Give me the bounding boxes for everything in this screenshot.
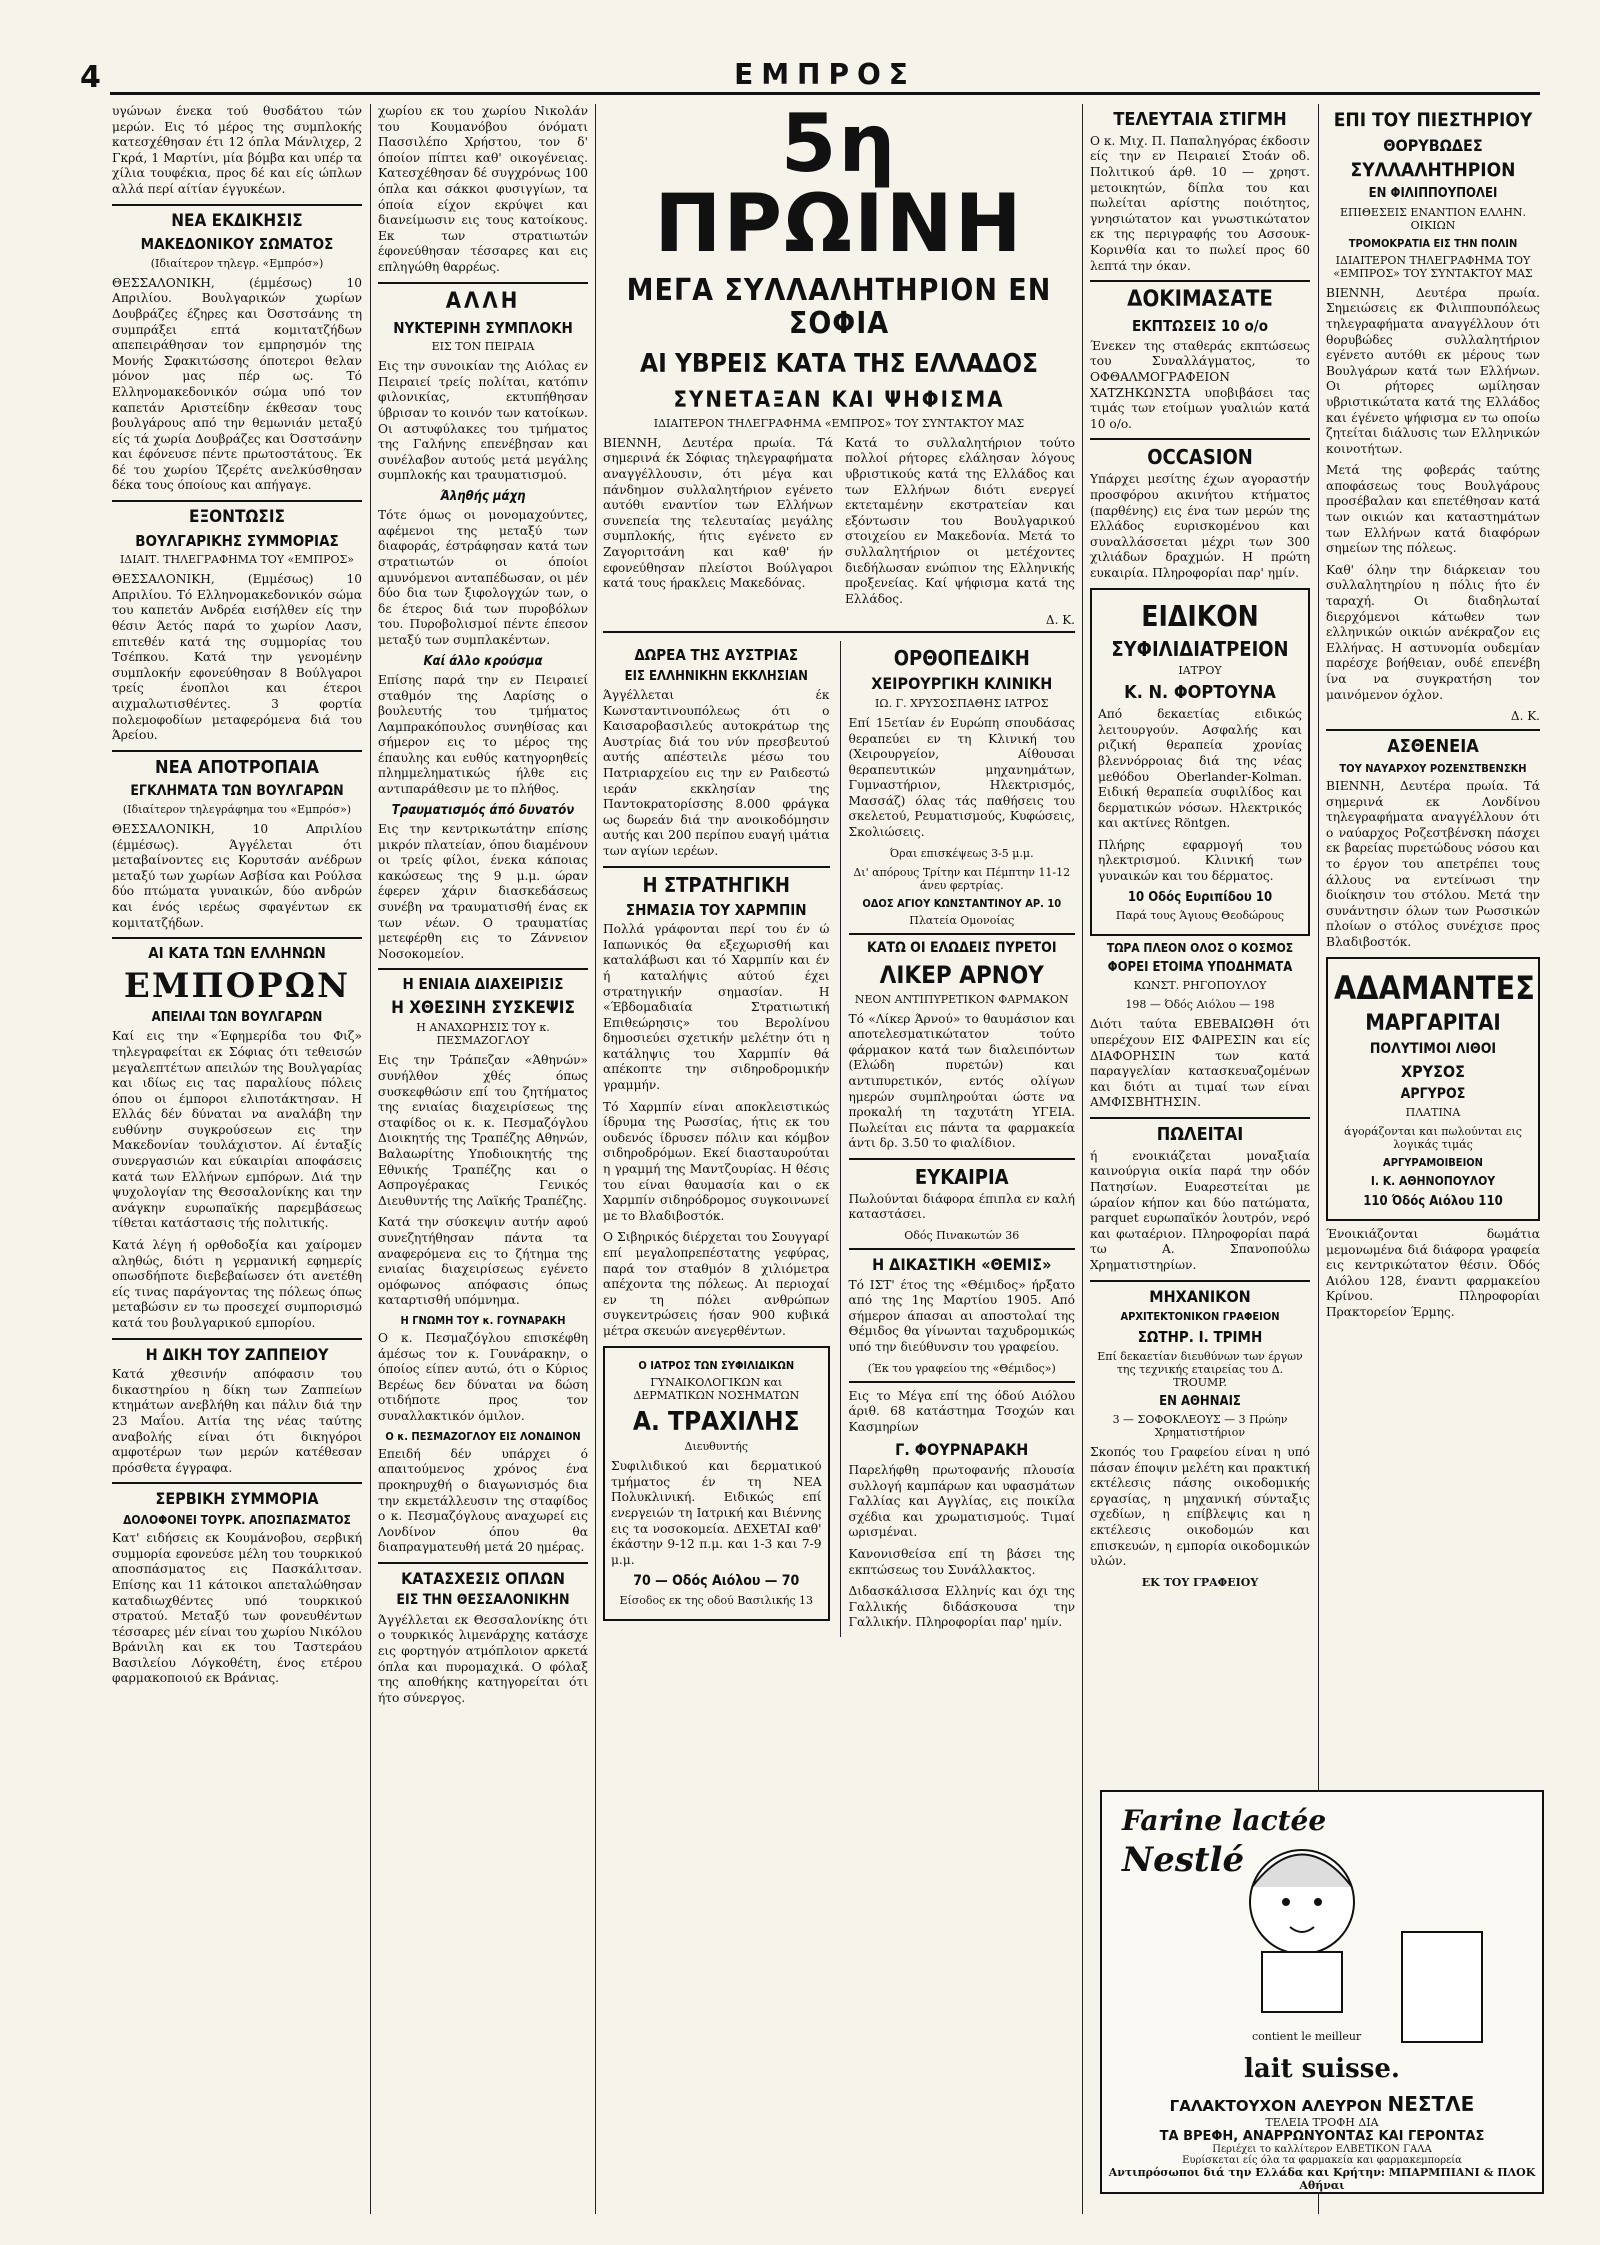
main-headline-3: ΣΥΝΕΤΑΞΑΝ ΚΑΙ ΨΗΦΙΣΜΑ bbox=[673, 387, 1005, 413]
article-text: Εις την συνοικίαν της Αιόλας εν Πειραιεί τρείς πολίται, κατόπιν φιλονικίας, εκτυπήθησαν ύβρισαν το κοινόν των κατοίκων. Οι αστυφύλακες του τμήματος της Γαλήνης επενέβησαν και συνέλαβον αυτούς μετά μεγάλης συμπλοκής και τραυματισμού. bbox=[378, 359, 588, 483]
ad-text: Πλήρης εφαρμογή του ηλεκτρισμού. Κλινική των γυναικών και του δέρματος. bbox=[1098, 837, 1302, 884]
ad-address: Οδός Πινακωτών 36 bbox=[904, 1229, 1020, 1243]
article-text: Εις την κεντρικωτάτην επίσης μικρόν πλατείαν, όπου διαμένουν οι τρείς φίλοι, ένεκα κάποιας κακώσεως της 9 μ.μ. ώραν έφερεν χάριν διασκεδάσεως συνέβη να τραυματισθή ένας εκ των νέων. Ο τραυματίας μετεφέρθη εις το Ζάννειον Νοσοκομείον. bbox=[378, 821, 588, 961]
article-text: ΘΕΣΣΑΛΟΝΙΚΗ, 10 Απριλίου (έμμέσως). Άγγέλεται ότι μεταβαίνοντες εις Κορυτσάν ανέδρων μεταξύ των χωρίων Ασβίσα και Ρούλσα δύο πτώματα γυναικών, δύο ανδρών και ένός ιερέως σφαγέντων εκ κομιτατζήδων. bbox=[112, 821, 362, 930]
main-headline-2: ΑΙ ΥΒΡΕΙΣ ΚΑΤΑ ΤΗΣ ΕΛΛΑΔΟΣ bbox=[640, 349, 1038, 379]
ad-heading: ΚΑΤΩ ΟΙ ΕΛΩΔΕΙΣ ΠΥΡΕΤΟΙ bbox=[849, 933, 1076, 956]
main-headline: ΜΕΓΑ ΣΥΛΛΑΛΗΤΗΡΙΟΝ ΕΝ ΣΟΦΙΑ bbox=[626, 273, 1052, 341]
nestle-brand: Nestlé bbox=[1122, 1840, 1245, 1880]
ad-name: ΣΩΤΗΡ. Ι. ΤΡΙΜΗ bbox=[1137, 1328, 1263, 1347]
ad-heading: ΑΡΧΙΤΕΚΤΟΝΙΚΟΝ ΓΡΑΦΕΙΟΝ bbox=[1120, 1310, 1280, 1324]
ad-heading: ΠΛΑΤΙΝΑ bbox=[1405, 1106, 1461, 1120]
ad-heading: ΑΡΓΥΡΑΜΟΙΒΕΙΟΝ bbox=[1383, 1156, 1483, 1170]
ad-address: Πλατεία Ομονοίας bbox=[909, 913, 1015, 927]
headline: ΣΕΡΒΙΚΗ ΣΥΜΜΟΡΙΑ bbox=[112, 1482, 362, 1508]
article-text: ΒΙΕΝΝΗ, Δευτέρα πρωία. Τά σημερινά εκ Λονδίνου τηλεγραφήματα αναγγέλλουν ότι ο ναύαρχος Ροζεστβένσκη πάσχει εκ βαρείας πυρετώδους νόσου και το έργον του απετρέπει τους άλλους να εντείνωσι την διοίκησιν του στόλου. Μετά την συνάντησιν όλων των Ρωσσικών πλοίων ο στόλος συνέχισε προς Βλαδιβοστόκ. bbox=[1326, 779, 1540, 950]
subheadline: Τραυματισμός άπό δυνατόν bbox=[391, 802, 575, 818]
column-5 bbox=[1326, 104, 1540, 1784]
ad-heading: ΑΡΓΥΡΟΣ bbox=[1400, 1085, 1466, 1102]
nestle-eurisk: Ευρίσκεται είς όλα τα φαρμακεία και φαρμακεμπορεία bbox=[1182, 2155, 1462, 2166]
nestle-farine: Farine lactée bbox=[1122, 1804, 1327, 1837]
nestle-galaktouxon: ΓΑΛΑΚΤΟΥΧΟΝ ΑΛΕΥΡΟΝ bbox=[1169, 2097, 1383, 2115]
subheadline: Άληθής μάχη bbox=[440, 488, 526, 504]
headline: ΝΕΑ ΕΚΔΙΚΗΣΙΣ bbox=[112, 204, 362, 231]
article-text: ΒΙΕΝΝΗ, Δευτέρα πρωία. Τά σημερινά έκ Σόφιας τηλεγραφήματα αναγγέλλουσιν, ότι μέγα και πάνδημον συλλαλητήριον εγένετο αυτόθι εναντίον των Ελλήνων συνεπεία της τελευταίας μεγάλης συμπλοκής, ήτις εγένετο εν Ζαγοριτσάνη και καθ' ήν εφονεύθησαν πλείστοι Βούλγαροι κατά τους ήρακλεις Μακεδόνας. bbox=[603, 435, 833, 591]
ad-heading: ΕΥΚΑΙΡΙΑ bbox=[849, 1158, 1076, 1188]
nestle-footer bbox=[1102, 2092, 1542, 2192]
ad-text: Σκοπός του Γραφείου είναι η υπό πάσαν έποψιν μελέτη και πρακτική εκτέλεσις πάσης οικοδομικής εργασίας, η μηχανική σύνταξις σχεδίων, η επίβλεψις και η εκτέλεσις οικοδομών και επισκευών, η εμπορία οικοδομικών υλών. bbox=[1090, 1445, 1310, 1569]
ad-heading: ΑΔΑΜΑΝΤΕΣ bbox=[1334, 968, 1535, 1007]
ad-heading: ΔΟΚΙΜΑΣΑΤΕ bbox=[1090, 280, 1310, 312]
ad-heading: ΧΕΙΡΟΥΡΓΙΚΗ ΚΛΙΝΙΚΗ bbox=[871, 674, 1053, 694]
article-text: Κατά την σύσκεψιν αυτήν αφού συνεζητήθησαν πάντα τα αναφερόμενα εις το ζήτημα της ενιαίας διαχειρίσεως εγένετο ομόφωνος απόφασις όπως καταρτισθή υπόμνημα. bbox=[378, 1215, 588, 1308]
ad-subheading: ΙΩ. Γ. ΧΡΥΣΟΣΠΑΘΗΣ ΙΑΤΡΟΣ bbox=[875, 696, 1049, 710]
ad-heading: ΟΡΘΟΠΕΔΙΚΗ bbox=[893, 646, 1030, 671]
ad-jewellery bbox=[1326, 957, 1540, 1221]
ad-text: Κανονισθείσα επί τη βάσει της εκπτώσεως του Συνάλλακτος. bbox=[848, 1546, 1075, 1577]
masthead bbox=[110, 58, 1540, 95]
ad-text: Τό ΙΣΤ' έτος της «Θέμιδος» ήρξατο από της 1ης Μαρτίου 1905. Από σήμερον άπασαι αι αποστολαί της Θέμιδος θα γίνωνται ταχυδρομικώς υπό την διεύθυνσιν του γραφείου. bbox=[848, 1277, 1075, 1355]
headline: ΣΥΛΛΑΛΗΤΗΡΙΟΝ bbox=[1350, 159, 1516, 182]
ad-heading: ΦΟΡΕΙ ΕΤΟΙΜΑ ΥΠΟΔΗΜΑΤΑ bbox=[1107, 960, 1293, 976]
article-text: Επειδή δέν υπάρχει ό απαιτούμενος χρόνος ένα προκηρυχθή ο διαγωνισμός δια την εκμετάλλευσιν της σταφίδος ο κ. Πεσμαζόγλους αναχωρεί εις Λονδίνον όπου θα διαπραγματευθή μετά 20 ημέρας. bbox=[378, 1446, 588, 1555]
nestle-contient: contient le meilleur bbox=[1252, 2030, 1362, 2043]
headline: ΝΥΚΤΕΡΙΝΗ ΣΥΜΠΛΟΚΗ bbox=[393, 318, 573, 337]
article-text: Άγγέλλεται εκ Θεσσαλονίκης ότι ο τουρκικός λιμενάρχης κατάσχε εις φορτηγόν ατμόπλοιον αρκετά όπλα και πυρομαχικά. Ο φόλαξ της αποθήκης κατηγορείται ότι ήτο σύνεργος. bbox=[378, 1612, 588, 1705]
column-2 bbox=[378, 104, 588, 2214]
ad-address: 70 — Οδός Αιόλου — 70 bbox=[633, 1573, 800, 1590]
paper-title: ΕΜΠΡΟΣ bbox=[734, 58, 916, 91]
article-text: Ο Σιβηρικός διέρχεται του Σουγγαρί επί μεγαλοπρεπέστατης γεφύρας, παρά τον σταθμόν 8 χιλιόμετρα απέχοντα της πόλεως. Αι περιοχαί εν τη πόλει ανθρώπων συγκεντρώσεις ήσαν 900 κυβικά μέτρα σκευών ανεγερθέντων. bbox=[603, 1230, 830, 1338]
subheadline: ΕΙΣ ΤΟΝ ΠΕΙΡΑΙΑ bbox=[431, 340, 535, 354]
ad-text: Διότι ταύτα ΕΒΕΒΑΙΩΘΗ ότι υπερέχουν ΕΙΣ ΦΑΙΡΕΣΙΝ και είς ΔΙΑΦΟΡΗΣΙΝ των κατά παραγγελίαν κατασκευαζομένων και διότι αι τιμαί των είναι ΑΜΦΙΣΒΗΤΗΣΙΝ. bbox=[1090, 1017, 1310, 1110]
subheadline: Καί άλλο κρούσμα bbox=[423, 653, 543, 669]
bowl-icon bbox=[1262, 1952, 1342, 2012]
nestle-periex: Περιέχει το καλλίτερον ΕΛΒΕΤΙΚΟΝ ΓΑΛΑ bbox=[1212, 2144, 1432, 2155]
ad-heading: ΕΚΠΤΩΣΕΙΣ 10 ο/ο bbox=[1132, 317, 1268, 336]
edition-banner: 5η ΠΡΩΙΝΗ bbox=[654, 104, 1024, 270]
ad-address: ΟΔΟΣ ΑΓΙΟΥ ΚΩΝΣΤΑΝΤΙΝΟΥ ΑΡ. 10 bbox=[862, 896, 1062, 910]
headline: ΕΙΣ ΕΛΛΗΝΙΚΗΝ ΕΚΚΛΗΣΙΑΝ bbox=[624, 668, 808, 684]
ad-text: Επί 15ετίαν έν Ευρώπη σπουδάσας θεραπεύει εν τη Κλινική του (Χειρουργείον, Αίθουσαι θεραπευτικών μηχανημάτων, Γυμναστήριον, Ηλεκτρισμός, Μασσάζ) όλας τάς παθήσεις του σκελετού, Ρευματισμούς, Κυφώσεις, Σκολιώσεις. bbox=[848, 715, 1075, 840]
headline: ΕΝ ΦΙΛΙΠΠΟΥΠΟΛΕΙ bbox=[1368, 186, 1498, 202]
ad-text: Τό «Λίκερ Άρνού» το θαυμάσιον και αποτελεσματικώτατον τούτο φάρμακον κατά των διαλειπόντων (Ελώδη πυρετών) και αντιπυρετικόν, εντός ολίγων ημερών συμπληρούται ώστε να προκαλή τη ταχυτάτη ΥΓΕΙΑ. Πωλείται εις πάντα τα φαρμακεία άντι δρ. 3.50 το φιαλίδιον. bbox=[848, 1011, 1075, 1151]
article-text: ΒΙΕΝΝΗ, Δευτέρα πρωία. Σημειώσεις εκ Φιλιππουπόλεως τηλεγραφήματα αναγγέλλουν ότι θορυβώδες συλλαλητήριον εγένετο αυτόθι εκ μέρους των Βουλγάρων κατά των Ελλήνων. Οι ρήτορες ωμίλησαν υβριστικώτατα κατά της Ελλάδος και έγένετο ψήφισμα εν τω οποίω ζητείται διάλυσις των Ελληνικών κοινοτήτων. bbox=[1326, 285, 1540, 456]
headline: ΔΩΡΕΑ ΤΗΣ ΑΥΣΤΡΙΑΣ bbox=[634, 646, 799, 665]
ad-text: ή ενοικιάζεται μοναξιαία καινούργια οικία παρά την οδόν Πατησίων. Ευαρεστείται με ώραίον κήπον και δύο πατώματα, parquet ευρωπαϊκόν λουτρόν, νερό και φωταέριον. Πληροφορίαι παρά τω Α. Σπανοπούλω Χρηματιστηρίων. bbox=[1090, 1148, 1310, 1272]
ad-heading: Ο ΙΑΤΡΟΣ ΤΩΝ ΣΥΦΙΛΙΔΙΚΩΝ bbox=[638, 1358, 795, 1372]
nestle-lait: lait suisse. bbox=[1244, 2054, 1400, 2084]
headline: ΒΟΥΛΓΑΡΙΚΗΣ ΣΥΜΜΟΡΙΑΣ bbox=[135, 531, 339, 550]
ad-text: Ένεκεν της σταθεράς εκπτώσεως του Συναλλάγματος, το ΟΦΘΑΛΜΟΓΡΑΦΕΙΟΝ ΧΑΤΖΗΚΩΝΣΤΑ υποβιβάσει τας τιμάς των ετοίμων γυαλιών κατά 10 ο/ο. bbox=[1090, 338, 1310, 431]
subheadline: (Ιδιαίτερον τηλεγράφημα του «Εμπρόσ») bbox=[122, 802, 352, 816]
subheadline: ΤΡΟΜΟΚΡΑΤΙΑ ΕΙΣ ΤΗΝ ΠΟΛΙΝ bbox=[1348, 236, 1518, 250]
ad-address: 10 Οδός Ευριπίδου 10 bbox=[1127, 889, 1273, 905]
headline: ΘΟΡΥΒΩΔΕΣ bbox=[1383, 135, 1483, 155]
ad-address: 110 Όδός Αιόλου 110 bbox=[1363, 1193, 1503, 1209]
ad-text: άγοράζονται και πωλούνται εις λογικάς τιμάς bbox=[1344, 1125, 1522, 1152]
article-text: Μετά της φοβεράς ταύτης αποφάσεως τους Βουλγάρους προσέβαλαν και επετέθησαν κατά των οικιών και καταστημάτων των Ελλήνων κατά διαφόρων σημείων της πόλεως. bbox=[1326, 463, 1540, 556]
headline: Η ΔΙΚΗ ΤΟΥ ΖΑΠΠΕΙΟΥ bbox=[112, 1338, 362, 1364]
column-4 bbox=[1090, 104, 1310, 1784]
ad-heading: ΕΙΔΙΚΟΝ bbox=[1141, 599, 1259, 633]
article-text: Κατά το συλλαλητήριον τούτο πολλοί ρήτορες ελάλησαν λόγους υβριστικούς κατά της Ελλάδος και των Ελλήνων διότι ενεργεί εκτεταμένην εκστρατείαν και εξόντωσιν του Βουλγαρικού στοιχείου εν Μακεδονία. Μετά το συλλαλητήριον οι μετέχοντες διεδήλωσαν ενώπιον της Ελληνικής προξενείας. Καί ψήφισμα κατά της Ελλάδος. bbox=[845, 435, 1075, 606]
article-text: χωρίου εκ του χωρίου Νικολάν του Κουμανόβου όνόματι Πασσιλέπο Χρήστου, τον δ' όποίον πίπτει καθ' οικογένειας. Κατεσχέθησαν δέ συγχρόνως 100 όπλα και σάκκοι φυσιγγίων, τα όποία είχον εκρύψει και διανείμωσιν εις τους κατοίκους. Εκ των στρατιωτών έφονεύθησαν τέσσαρες και εις επληγώθη θαρρέως. bbox=[378, 104, 588, 274]
headline: ΚΑΤΑΣΧΕΣΙΣ ΟΠΛΩΝ bbox=[378, 1562, 588, 1588]
subheadline: Η ΓΝΩΜΗ ΤΟΥ κ. ΓΟΥΝΑΡΑΚΗ bbox=[400, 1313, 566, 1327]
ad-heading: Η ΔΙΚΑΣΤΙΚΗ «ΘΕΜΙΣ» bbox=[849, 1248, 1076, 1274]
ad-footer: ΕΚ ΤΟΥ ΓΡΑΦΕΙΟΥ bbox=[1141, 1575, 1259, 1589]
ad-text: Δι' απόρους Τρίτην και Πέμπτην 11-12 άνευ φερτρίας. bbox=[853, 865, 1071, 892]
headline: Η ΣΤΡΑΤΗΓΙΚΗ bbox=[603, 866, 830, 896]
headline: ΝΕΑ ΑΠΟΤΡΟΠΑΙΑ bbox=[112, 750, 362, 778]
article-text: Κατά λέγη ή ορθοδοξία και χαίρομεν αληθώς, διότι η γερμανική εφημερίς οπωσδήποτε διεβεβαίωσεν ότι ανετέθη είς τινας παράγοντας της πόλεως όπως μεταβώσιν εν τω προσεχεί συμπορισμώ κατά του βουλγαρικού εμπορίου. bbox=[112, 1238, 362, 1330]
headline: ΑΣΘΕΝΕΙΑ bbox=[1326, 729, 1540, 757]
byline: ΙΔΙΑΙΤΕΡΟΝ ΤΗΛΕΓΡΑΦΗΜΑ «ΕΜΠΡΟΣ» ΤΟΥ ΣΥΝΤΑΚΤΟΥ ΜΑΣ bbox=[653, 416, 1025, 430]
ad-subheading: ΝΕΟΝ ΑΝΤΙΠΥΡΕΤΙΚΟΝ ΦΑΡΜΑΚΟΝ bbox=[854, 992, 1069, 1006]
column-rule bbox=[1082, 104, 1083, 2214]
headline: ΣΗΜΑΣΙΑ ΤΟΥ ΧΑΡΜΠΙΝ bbox=[625, 900, 807, 919]
column-rule bbox=[370, 104, 371, 2214]
page-number: 4 bbox=[80, 60, 101, 95]
ad-heading: ΣΥΦΙΛΙΔΙΑΤΡΕΙΟΝ bbox=[1111, 637, 1289, 662]
article-text: Επίσης παρά την εν Πειραιεί σταθμόν της Λαρίσης ο βουλευτής του τμήματος Λαμπρακόπουλος συνηθίσας και σήμερον εις το μέρος της έπαυλης και ευθύς κατηγορηθείς πλημμεληματικώς ήλθε εις αντιπαράθεσιν με το πλήθος. bbox=[378, 672, 588, 797]
headline: ΑΙ ΚΑΤΑ ΤΩΝ ΕΛΛΗΝΩΝ bbox=[112, 937, 362, 962]
headline: ΑΛΛΗ bbox=[378, 282, 588, 314]
headline: ΕΠΙ ΤΟΥ ΠΙΕΣΤΗΡΙΟΥ bbox=[1333, 109, 1533, 131]
subheadline: (Ιδιαίτερον τηλεγρ. «Εμπρόσ») bbox=[150, 256, 324, 270]
ad-name: Ι. Κ. ΑΘΗΝΟΠΟΥΛΟΥ bbox=[1370, 1174, 1496, 1189]
article-text: Ο κ. Πεσμαζόγλου επισκέφθη άμέσως τον κ. Γουνάρακην, ο όποίος είπεν αυτώ, ότι ο Κύριος Βερέως δεν δύναται να δώση οτιδήποτε προς τον συναλλακτικόν όμιλον. bbox=[378, 1331, 588, 1424]
ad-role: Διευθυντής bbox=[684, 1440, 748, 1454]
headline: ΜΑΚΕΔΟΝΙΚΟΥ ΣΩΜΑΤΟΣ bbox=[140, 235, 334, 254]
ad-text: Συφιλιδικού και δερματικού τμήματος έν τη ΝΕΑ Πολυκλινική. Ειδικώς επί ενεργειών τη Ιατρική και Βιέννης εις τα νοσοκομεία. ΔΕΧΕΤΑΙ καθ' έκάστην 9-12 π.μ. και 1-3 και 7-9 μ.μ. bbox=[611, 1459, 822, 1567]
ad-subheading: ΙΑΤΡΟΥ bbox=[1178, 664, 1222, 678]
ad-text: Υπάρχει μεσίτης έχων αγοραστήν προσφόρου ακινήτου κτήματος (παρθένης) εις ένα των μερών της Ελλάδος ευρισκομένου και συναλλάσσεται μέχρι των 300 χιλιάδων δραχμών. Η πρώτη ευκαιρία. Πληροφορίαι παρ' ημίν. bbox=[1090, 472, 1310, 580]
headline: ΤΕΛΕΥΤΑΙΑ ΣΤΙΓΜΗ bbox=[1113, 109, 1287, 130]
nestle-agents: Αντιπρόσωποι διά την Ελλάδα και Κρήτην: ΜΠΑΡΜΠΙΑΝΙ & ΠΛΟΚ Αθήναι bbox=[1108, 2166, 1536, 2192]
subheadline: Η ΑΝΑΧΩΡΗΣΙΣ ΤΟΥ κ. ΠΕΣΜΑΖΟΓΛΟΥ bbox=[416, 1021, 550, 1048]
column-1 bbox=[112, 104, 362, 2214]
ad-name: Α. ΤΡΑΧΙΛΗΣ bbox=[632, 1406, 800, 1437]
subheadline: Ο κ. ΠΕΣΜΑΖΟΓΛΟΥ ΕΙΣ ΛΟΝΔΙΝΟΝ bbox=[385, 1429, 581, 1443]
article-text: Εις την Τράπεζαν «Άθηνών» συνήλθον χθές όπως συσκεφθώσιν επί του ζητήματος της ενιαίας διαχειρίσεως της σταφίδος οι κ. κ. Πεσμαζόγλου Διοικητής της Τραπέζης Αθηνών, Βαλαωρίτης Υποδιοικητής της Εθνικής Τραπέζης και ο Ασπρογέρακας Γενικός Διευθυντής της Λαϊκής Τραπέζης. bbox=[378, 1053, 588, 1208]
article-text: Πολλά γράφονται περί του έν ώ Ιαπωνικός θα εξεχωρισθή και καταλάβωσι και τό Χαρμπίν και έν ή καταλήψις αύτού έχει στρατηγικήν σημασίαν. Η «Έβδομαδιαία Στρατιωτική Επιθεώρησις» του Βερολίνου δημοσιεύει σχετικήν μελέτην ότι η κατάληψις του Χαρμπίν θά απέκοπτε την σιδηροδρομικήν γραμμήν. bbox=[603, 922, 830, 1093]
article-text: ΘΕΣΣΑΛΟΝΙΚΗ, (Εμμέσως) 10 Απριλίου. Τό Ελληνομακεδονικόν σώμα του καπετάν Ανδρέα εισήλθεν είς την θέσιν Άετός παρά το χωρίον Λασν, επιτεθέν κατά της συμμορίας του Τσέπκου. Κατά την γενομένην συμπλοκήν εφονεύθησαν 8 Βούλγαροι τρείς ένοπλοι και έτεροι αιχμαλωτισθέντες. 3 φορτία πολεμοφοδίων μεταφερόμενα διά του Άρείου. bbox=[112, 572, 362, 743]
article-text: Κατ' ειδήσεις εκ Κουμάνοβου, σερβική συμμορία εφονεύσε μέλη του τουρκικού αποσπάσματος εις Πασκάλιτσαν. Επίσης και 11 κάτοικοι απεταλώθησαν καταδιωχθέντες υπό τουρκικού στρατού. Μεταξύ των φονευθέντων τέσσαρες μέν είναι του χωρίου Νικόλου Βράνιλη και εκ του Ταστεράου Βασιλείου Λόγκοθέτη, ένος ετέρου φαρμακοποιού εκ Βράνιας. bbox=[112, 1531, 362, 1686]
nestle-vrefi: ΤΑ ΒΡΕΦΗ, ΑΝΑΡΡΩΝΥΟΝΤΑΣ ΚΑΙ ΓΕΡΟΝΤΑΣ bbox=[1159, 2129, 1485, 2144]
ad-heading: ΕΝ ΑΘΗΝΑΙΣ bbox=[1159, 1393, 1241, 1409]
headline: ΕΞΟΝΤΩΣΙΣ bbox=[112, 500, 362, 527]
center-right-column bbox=[840, 641, 1076, 1637]
headline: Η ΧΘΕΣΙΝΗ ΣΥΣΚΕΨΙΣ bbox=[391, 997, 575, 1018]
ad-heading: OCCASION bbox=[1090, 438, 1310, 468]
article-text: Κατά χθεσινήν απόφασιν του δικαστηρίου η δίκη των Ζαππείων κτημάτων ανεβλήθη και πάλιν διά την 23 Μαΐου. Αιτία της νέας ταύτης αναβολής είναι ότι δικηγόροι αμφοτέρων των μερών κατέθεσαν πρόσθετα έγγραφα. bbox=[112, 1367, 362, 1475]
signature: Δ. Κ. bbox=[1510, 709, 1540, 724]
tin-can-icon bbox=[1402, 1932, 1482, 2042]
ad-name: ΛΙΚΕΡ ΑΡΝΟΥ bbox=[879, 961, 1044, 990]
ad-name: ΚΩΝΣΤ. ΡΗΓΟΠΟΥΛΟΥ bbox=[1133, 979, 1267, 993]
ad-text: Όραι επισκέψεως 3-5 μ.μ. bbox=[889, 846, 1034, 860]
subheadline: ΙΔΙΑΙΤ. ΤΗΛΕΓΡΑΦΗΜΑ ΤΟΥ «ΕΜΠΡΟΣ» bbox=[119, 553, 355, 567]
ad-heading: ΜΑΡΓΑΡΙΤΑΙ bbox=[1365, 1010, 1501, 1036]
column-rule bbox=[595, 104, 596, 2214]
ad-footer: Είσοδος εκ της οδού Βασιλικής 13 bbox=[619, 1593, 814, 1607]
ad-text: Πωλούνται διάφορα έπιπλα εν καλή καταστάσει. bbox=[848, 1191, 1075, 1222]
headline: Η ΕΝΙΑΙΑ ΔΙΑΧΕΙΡΙΣΙΣ bbox=[378, 968, 588, 993]
headline: ΕΓΚΛΗΜΑΤΑ ΤΩΝ ΒΟΥΛΓΑΡΩΝ bbox=[130, 782, 344, 799]
article-text: Ο κ. Μιχ. Π. Παπαληγόρας έκδοσιν είς την εν Πειραιεί Στοάν οδ. Πολιτικού άρθ. 10 — χρηστ. μετοικητών, δίπλα του και πωλείται αρίστης ποιότητος, γνησιώτατον και γνωστικώτατον εκ της περιγραφής του Ασσουκ-Κορινθία και το πωλεί προς 60 λεπτά την όκαν. bbox=[1090, 133, 1310, 273]
signature: Δ. Κ. bbox=[603, 613, 1075, 633]
ad-fortouna bbox=[1090, 588, 1310, 936]
article-text: Καθ' όλην την διάρκειαν του συλλαλητηρίου η πόλις ήτο έν ταραχή. Οι διαδηλωταί διερχόμενοι κάτωθεν των ελληνικών οικιών ανέκραζον εις Ελλήνας. Η αστυνομία ουδεμίαν παρέσχε βοήθειαν, ουδέ επενέβη ίνα να συγκρατήση τον μαινόμενον όχλον. bbox=[1326, 562, 1540, 702]
center-section bbox=[603, 104, 1075, 2214]
byline: ΙΔΙΑΙΤΕΡΟΝ ΤΗΛΕΓΡΑΦΗΜΑ ΤΟΥ «ΕΜΠΡΟΣ» ΤΟΥ ΣΥΝΤΑΚΤΟΥ ΜΑΣ bbox=[1333, 253, 1533, 280]
headline: ΤΟΥ ΝΑΥΑΡΧΟΥ ΡΟΖΕΝΣΤΒΕΝΣΚΗ bbox=[1339, 762, 1527, 775]
ad-text: Εις το Μέγα επί της όδού Αιόλου άριθ. 68 κατάστημα Τσοχών και Κασμηρίων bbox=[849, 1381, 1076, 1436]
ad-heading: ΧΡΥΣΟΣ bbox=[1401, 1062, 1465, 1082]
headline: ΑΠΕΙΛΑΙ ΤΩΝ ΒΟΥΛΓΑΡΩΝ bbox=[151, 1010, 323, 1026]
ad-text: Από δεκαετίας ειδικώς λειτουργούν. Ασφαλής και ριζική θεραπεία χρονίας βλεννόρροιας διά της νέας μεθόδου Oberlander-Kolman. Ειδική θεραπεία συφιλίδος και δερματικών νόσων. Ηλεκτρικός και ακτίνες Röntgen. bbox=[1098, 707, 1302, 831]
center-left-column bbox=[603, 641, 830, 1637]
ad-name: Γ. ΦΟΥΡΝΑΡΑΚΗ bbox=[895, 1440, 1029, 1460]
ad-trachilis bbox=[603, 1346, 830, 1621]
ad-footer: (Έκ του γραφείου της «Θέμιδος») bbox=[867, 1361, 1056, 1375]
subheadline: ΕΠΙΘΕΣΕΙΣ ΕΝΑΝΤΙΟΝ ΕΛΛΗΝ. ΟΙΚΙΩΝ bbox=[1339, 205, 1527, 232]
ad-address: 198 — Όδός Αιόλου — 198 bbox=[1125, 998, 1275, 1012]
ad-heading: ΜΗΧΑΝΙΚΟΝ bbox=[1090, 1280, 1310, 1306]
article-text: Καί εις την «Έφημερίδα του Φιζ» τηλεγραφείται εκ Σόφιας ότι τεθεισών μεγαλεπτέτων απειλών της Βουλγαρίας και ιδίως εις τας παραλίους πόλεις όπου οι έμποροι ελιποτάκτησαν. Η Ελλάς δέν δύναται να αναλάβη την ευθύνην συγκρούσεων εις την Μακεδονίαν τουλάχιστον. Αί ένταξίς συνεργασιών και εύκαιρίαι αποφάσεις κατά των Ελλήνων εμπόρων. Διά την ψυχολογίαν της Θεσσαλονίκης και την ανάγκην ευρωπαϊκής παρεμβάσεως τίθεται κατάστασις τής πολιτικής. bbox=[112, 1029, 362, 1231]
ad-subheading: ΓΥΝΑΙΚΟΛΟΓΙΚΩΝ και ΔΕΡΜΑΤΙΚΩΝ ΝΟΣΗΜΑΤΩΝ bbox=[633, 1375, 800, 1402]
ad-text: Παρελήφθη πρωτοφανής πλουσία συλλογή καμπάρων και υφασμάτων Γαλλίας και Αγγλίας, εις ποικίλα σχέδια και χρωματισμούς. Τιμαί ωρισμέναι. bbox=[848, 1463, 1075, 1540]
headline: ΔΟΛΟΦΟΝΕΙ ΤΟΥΡΚ. ΑΠΟΣΠΑΣΜΑΤΟΣ bbox=[123, 1512, 351, 1527]
ad-nestle bbox=[1100, 1790, 1544, 2194]
ad-heading: ΠΟΛΥΤΙΜΟΙ ΛΙΘΟΙ bbox=[1369, 1041, 1497, 1057]
ad-text: Ένοικιάζονται δωμάτια μεμονωμένα διά διάφορα γραφεία εις κεντρικώτατον θέσιν. Όδός Αιόλου 128, έναντι φαρμακείου Κρίνου. Πληροφορίαι Πρακτορείον Έρμης. bbox=[1326, 1226, 1540, 1319]
headline: ΕΜΠΟΡΩΝ bbox=[123, 965, 351, 1006]
ad-name: Κ. Ν. ΦΟΡΤΟΥΝΑ bbox=[1124, 682, 1276, 704]
headline: ΕΙΣ ΤΗΝ ΘΕΣΣΑΛΟΝΙΚΗΝ bbox=[396, 1592, 570, 1609]
article-text: Άγγέλλεται έκ Κωνσταντινουπόλεως ότι ο Καισαροβασιλεύς αυτοκράτωρ της Αυστρίας διά του νύν πρεσβευτού αυτής απέστειλε μέσω του Πατριαρχείου εις την εν Ραιδεστώ ιεράν εκκλησίαν της Παντοκρατορίσσης 8.000 φράγκα ως δωρεάν διά την ανοικοδόμησιν αυτής και 200 περίπου ευαγή ιμάτια των αγίων ιερέων. bbox=[603, 688, 830, 859]
ad-address: Παρά τους Άγιους Θεοδώρους bbox=[1115, 908, 1285, 922]
nestle-teleia: ΤΕΛΕΙΑ ΤΡΟΦΗ ΔΙΑ bbox=[1265, 2116, 1379, 2129]
ad-heading: ΤΩΡΑ ΠΛΕΟΝ ΟΛΟΣ Ο ΚΟΣΜΟΣ bbox=[1106, 940, 1294, 955]
ad-address: 3 — ΣΟΦΟΚΛΕΟΥΣ — 3 Πρώην Χρηματιστήριον bbox=[1112, 1413, 1288, 1440]
article-text: ΘΕΣΣΑΛΟΝΙΚΗ, (έμμέσως) 10 Απριλίου. Βουλγαρικών χωρίων Δουβράζες έζηρες και Όσστσάνης τη συμπράξει επτά κομιτατζήδων απεπειράθησαν τον εμπρησμόν της Μονής Σφακιτώσσης όποτεροι θελαν μόνον μας πέρ ως. Τό Ελληνομακεδονικόν σώμα υπό τον καπετάν Αριστείδην έκθεσαν τους βουλγάρους από την θεμωνιάν μεταξύ είς τά χωρία Δουβράζες και Όσστσάνην και έφόνευσε πέντε πρωτοστάτους. Έκ δέ του χωρίου Ίζερέτς ανελκύσθησαν δέκα τους όποίους και απήγαγε. bbox=[112, 275, 362, 493]
ad-subheading: Επί δεκαετίαν διευθύνων των έργων της τεχνικής εταιρείας του Δ. TROUMP. bbox=[1097, 1349, 1303, 1389]
ad-text: Διδασκάλισσα Ελληνίς και όχι της Γαλλικής διδάσκουσα την Γαλλικήν. Πληροφορίαι παρ' ημίν. bbox=[848, 1584, 1075, 1630]
nestle-greek: ΝΕΣΤΛΕ bbox=[1387, 2092, 1475, 2116]
article-text: Τότε όμως οι μονομαχούντες, αφέμενοι της μεταξύ των διαφοράς, έστράφησαν κατά των στρατιωτών οι όποίοι αμυνόμενοι ανταπέδωσαν, οι μέν δύο δια των ξιφολογχών των, ο δε έτερος διά των πυροβόλων του. Πυροβολισμοί πέντε έπεσον μεταξύ των συμπλακέντων. bbox=[378, 508, 588, 648]
article-text: υγώνων ένεκα τού θυσδάτου τών μερών. Εις τό μέρος της συμπλοκής κατεσχέθησαν έτι 12 όπλα Μάνλιχερ, 2 Γκρά, 1 Μαρτίνι, μία βόμβα και υπέρ τα χίλια τουφέκια, προς δέ και είς ώπλων αλλά περί αίτίαν έγγυκέων. bbox=[112, 104, 362, 196]
article-text: Τό Χαρμπίν είναι αποκλειστικώς ίδρυμα της Ρωσσίας, ήτις εκ του ουδενός ίδρυσεν πόλιν και κόμβον σιδηροδρόμων. Εκεί διασταυρούται η γραμμή της Μαντζουρίας. Η θέσις του είναι θαυμασία και ο εκ Χαρμπίν σιδηρόδρομος συγκοινωνεί με το Βλαδιβοστόκ. bbox=[603, 1099, 830, 1223]
ad-heading: ΠΩΛΕΙΤΑΙ bbox=[1090, 1117, 1310, 1145]
